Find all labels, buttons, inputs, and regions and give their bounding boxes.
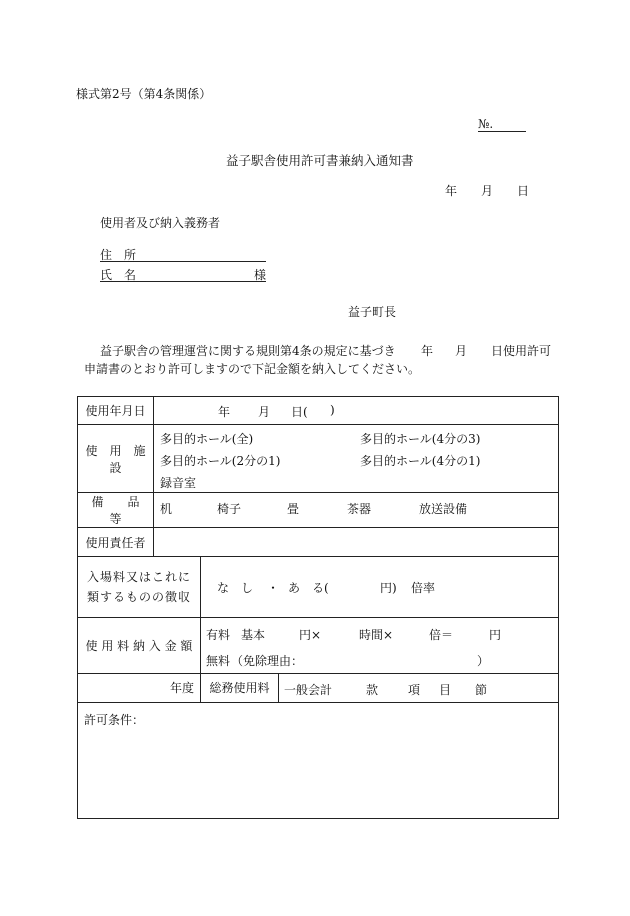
account-kan: 款: [366, 682, 379, 697]
facility-label: 使 用 施 設: [78, 425, 154, 493]
manager-label: 使用責任者: [78, 528, 154, 557]
fee-free[interactable]: 無料: [206, 653, 231, 668]
fee-value[interactable]: [201, 617, 559, 673]
usage-date-close: ): [330, 403, 335, 417]
facility-option-recording-room[interactable]: 録音室: [160, 476, 197, 491]
admission-value[interactable]: [201, 557, 559, 617]
fee-multiplier-equals: 倍＝: [429, 627, 454, 642]
facility-option-three-quarters[interactable]: 多目的ホール(4分の3): [360, 432, 481, 447]
account-fiscal-year[interactable]: [78, 673, 201, 702]
equipment-chair[interactable]: 椅子: [217, 502, 242, 517]
usage-date-year: 年: [218, 405, 231, 419]
row-equipment: [78, 493, 559, 528]
admission-label-line-1: 入場料又はこれに: [86, 569, 191, 584]
usage-date-month: 月: [258, 405, 271, 419]
fee-hours-times: 時間×: [359, 627, 394, 642]
addressee-heading: 使用者及び納入義務者: [100, 216, 221, 230]
account-kou: 項: [408, 682, 421, 697]
account-setsu: 節: [475, 682, 488, 697]
address-field[interactable]: [100, 246, 266, 262]
admission-yes[interactable]: あ る(: [288, 581, 329, 596]
facility-option-quarter[interactable]: 多目的ホール(4分の1): [360, 454, 481, 469]
fee-paid[interactable]: 有料: [206, 627, 231, 642]
facility-option-full[interactable]: 多目的ホール(全): [160, 432, 254, 447]
fee-total-yen: 円: [489, 627, 502, 642]
permit-conditions-label: 許可条件：: [84, 712, 145, 727]
body-month: 月: [455, 344, 468, 358]
row-account: [78, 673, 559, 702]
account-budget-codes[interactable]: [279, 673, 559, 702]
row-manager: [78, 528, 559, 557]
facility-options[interactable]: [154, 425, 559, 493]
document-number-label: №.: [478, 117, 494, 131]
issue-date-year: 年: [445, 184, 458, 198]
row-conditions: [78, 702, 559, 818]
row-admission: [78, 557, 559, 617]
name-label: 氏 名: [100, 268, 137, 282]
usage-date-label: 使用年月日: [78, 397, 154, 425]
body-text-a: 益子駅舎の管理運営に関する規則第4条の規定に基づき: [100, 344, 396, 358]
account-general: 一般会計: [284, 682, 333, 697]
honorific: 様: [253, 268, 266, 282]
permit-table: [77, 396, 559, 819]
admission-none[interactable]: な し: [217, 581, 254, 596]
fee-basic: 基本: [241, 627, 266, 642]
fee-label: 使 用 料 納 入 金 額: [78, 617, 201, 673]
body-line-1: [100, 342, 550, 359]
facility-option-half[interactable]: 多目的ホール(2分の1): [160, 454, 281, 469]
row-usage-date: [78, 397, 559, 425]
fiscal-year-label: 年度: [169, 681, 194, 696]
usage-date-value[interactable]: [154, 397, 559, 425]
document-number[interactable]: [478, 117, 526, 132]
address-label: 住 所: [100, 248, 137, 262]
admission-ratio: 倍率: [411, 581, 436, 596]
issue-date-month: 月: [481, 184, 494, 198]
account-moku: 目: [439, 682, 452, 697]
issuer: 益子町長: [348, 305, 397, 319]
manager-value[interactable]: [154, 528, 559, 557]
account-dept: 総務使用料: [209, 681, 270, 696]
equipment-options[interactable]: [154, 493, 559, 528]
name-field[interactable]: [100, 266, 266, 282]
equipment-label: 備 品 等: [78, 493, 154, 528]
issue-date-day: 日: [517, 184, 530, 198]
admission-yen: 円): [380, 581, 397, 596]
equipment-desk[interactable]: 机: [160, 502, 173, 517]
row-fee: [78, 617, 559, 673]
form-number: 様式第2号（第4条関係）: [76, 87, 212, 101]
fee-exemption-close: ）: [477, 653, 490, 668]
equipment-broadcast[interactable]: 放送設備: [419, 502, 468, 517]
admission-label: [78, 557, 201, 617]
row-facility: [78, 425, 559, 493]
body-year: 年: [421, 344, 434, 358]
usage-date-day: 日(: [291, 405, 308, 419]
admission-label-line-2: 類するものの徴収: [86, 589, 191, 604]
document-title: 益子駅舎使用許可書兼納入通知書: [226, 153, 414, 168]
admission-separator: ・: [267, 581, 280, 596]
body-text-b: 日使用許可: [491, 344, 552, 358]
fee-yen-times: 円×: [299, 627, 322, 642]
body-line-2: 申請書のとおり許可しますので下記金額を納入してください。: [84, 362, 421, 376]
fee-exemption-reason: （免除理由：: [231, 653, 304, 668]
account-dept-cell: [201, 673, 279, 702]
equipment-tea-set[interactable]: 茶器: [347, 502, 372, 517]
permit-conditions[interactable]: [78, 702, 559, 818]
equipment-tatami[interactable]: 畳: [287, 502, 300, 517]
